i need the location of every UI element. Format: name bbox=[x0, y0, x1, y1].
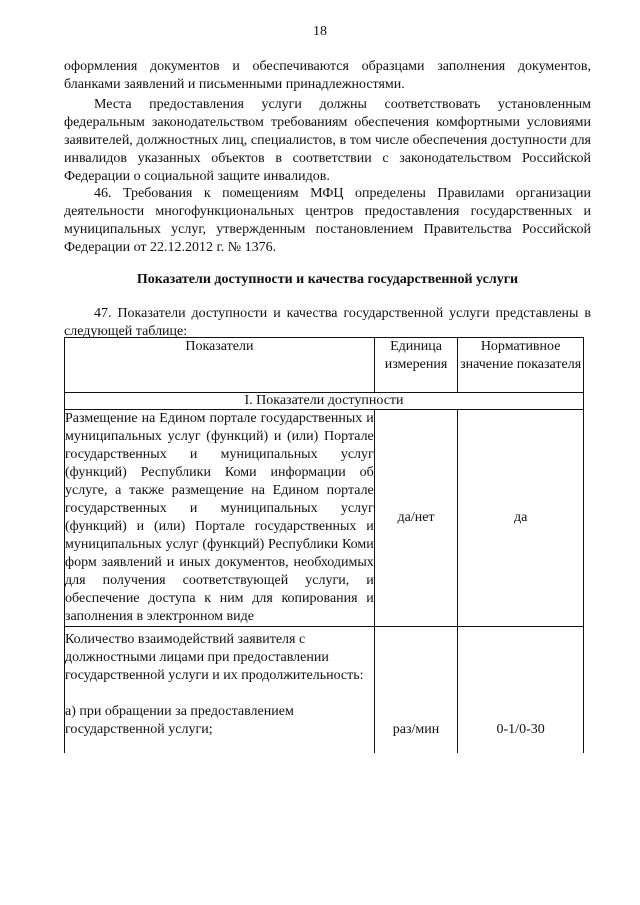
table-row bbox=[65, 410, 584, 627]
row-1-unit: да/нет bbox=[374, 410, 457, 627]
row-2-value: 0-1/0-30 bbox=[458, 627, 584, 754]
paragraph-carry-text: оформления документов и обеспечиваются образцами заполнения документов, бланками заявлений и письменными принадлежностями. bbox=[64, 59, 591, 92]
paragraph-47 bbox=[64, 305, 591, 341]
paragraph-46-text: 46. Требования к помещениям МФЦ определены Правилами организации деятельности многофункциональных центров предоставления государственных и муниципальных услуг, утвержденным постановлением Правительства Российской Федерации от 22.12.2012 г. № 1376. bbox=[64, 186, 591, 255]
row-2-text: Количество взаимодействий заявителя с должностными лицами при предоставлении государственной услуги и их продолжительность: bbox=[65, 632, 364, 683]
paragraph-places-text: Места предоставления услуги должны соответствовать установленным федеральным законодательством требованиям обеспечения комфортными условиями заявителей, должностных лиц, специалистов, в том числе обеспечения доступности для инвалидов указанных объектов в соответствии с законодательством Российской Федерации о социальной защите инвалидов. bbox=[64, 97, 591, 184]
section-1-title: I. Показатели доступности bbox=[65, 393, 584, 410]
paragraph-places bbox=[64, 96, 591, 186]
row-1-value: да bbox=[458, 410, 584, 627]
row-2-subtext: а) при обращении за предоставлением государственной услуги; bbox=[65, 704, 294, 737]
page-number: 18 bbox=[313, 24, 327, 39]
row-1-indicator: Размещение на Едином портале государственных и муниципальных услуг (функций) и (или) Портале государственных и муниципальных услуг (функций) Республики Коми информации об услуге, а также размещение на Едином портале государственных и муниципальных услуг (функций) и (или) Портале государственных и муниципальных услуг (функций) Республики Коми форм заявлений и иных документов, необходимых для получения соответствующей услуги, и обеспечение доступа к ним для копирования и заполнения в электронном виде bbox=[65, 410, 375, 627]
row-2-indicator bbox=[65, 627, 375, 754]
section-heading: Показатели доступности и качества государственной услуги bbox=[136, 272, 519, 287]
row-2-unit: раз/мин bbox=[374, 627, 457, 754]
header-norm: Нормативное значение показателя bbox=[458, 338, 584, 393]
indicators-table bbox=[64, 337, 584, 753]
table-row bbox=[65, 627, 584, 754]
table-header-row bbox=[65, 338, 584, 393]
paragraph-46 bbox=[64, 185, 591, 257]
header-unit: Единица измерения bbox=[374, 338, 457, 393]
paragraph-47-text: 47. Показатели доступности и качества государственной услуги представлены в следующей таблице: bbox=[64, 306, 591, 339]
header-indicators: Показатели bbox=[65, 338, 375, 393]
paragraph-carry bbox=[64, 58, 591, 94]
table-section-row bbox=[65, 393, 584, 410]
